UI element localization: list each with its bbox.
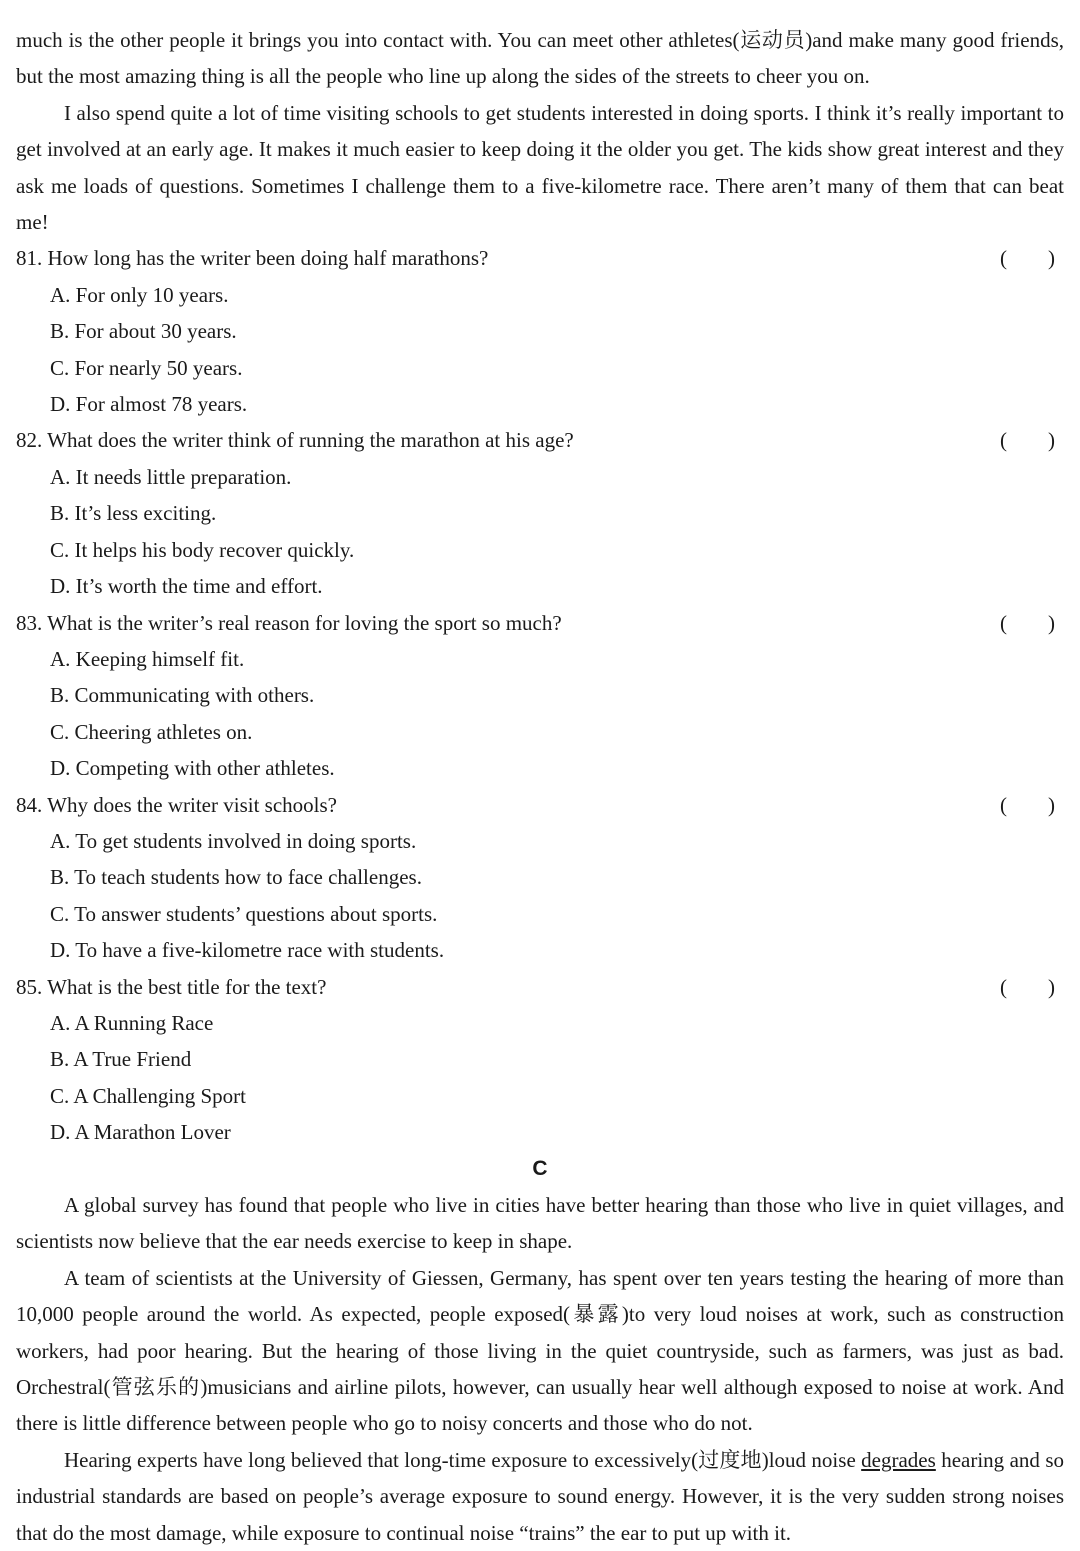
question-81 [16, 240, 1064, 422]
answer-blank[interactable] [1000, 969, 1056, 1005]
option-b[interactable]: B. Communicating with others. [50, 683, 315, 708]
paren-close: ) [1048, 246, 1056, 271]
option-c[interactable]: C. A Challenging Sport [50, 1083, 247, 1108]
question-stem: 81. How long has the writer been doing half marathons? [16, 246, 489, 271]
option-d[interactable]: D. Competing with other athletes. [50, 756, 335, 781]
answer-blank[interactable] [1000, 422, 1056, 458]
option-b[interactable]: B. For about 30 years. [50, 319, 237, 344]
option-a[interactable]: A. For only 10 years. [50, 282, 229, 307]
underlined-word-degrades: degrades [861, 1447, 936, 1472]
passage-c-paragraph-2: A team of scientists at the University of Giessen, Germany, has spent over ten years testing the hearing of more than 10,000 people around the world. As expected, people exposed(暴露)to very loud noises at work, such as construction workers, had poor hearing. But the hearing of those living in the quiet countryside, such as farmers, was just as bad. Orchestral(管弦乐的)musicians and airline pilots, however, can usually hear well although exposed to noise at work. And there is little difference between people who go to noisy concerts and those who do not. [16, 1265, 1064, 1436]
option-a[interactable]: A. Keeping himself fit. [50, 646, 245, 671]
question-82 [16, 422, 1064, 604]
option-d[interactable]: D. To have a five-kilometre race with students. [50, 938, 445, 963]
page-content [16, 22, 1064, 1551]
question-85 [16, 969, 1064, 1151]
paragraph-text-lead: Hearing experts have long believed that long-time exposure to excessively(过度地)loud noise [64, 1447, 856, 1472]
options [16, 1005, 1064, 1151]
paren-close: ) [1048, 974, 1056, 999]
paren-close: ) [1048, 428, 1056, 453]
option-b[interactable]: B. A True Friend [50, 1047, 192, 1072]
passage-b-paragraph-schools: I also spend quite a lot of time visiting schools to get students interested in doing sports. I think it’s really important to get involved at an early age. It makes it much easier to keep doing it the older you get. The kids show great interest and they ask me loads of questions. Sometimes I challenge them to a five-kilometre race. There aren’t many of them that can beat me! [16, 100, 1064, 235]
paren-open: ( [1000, 246, 1008, 271]
options [16, 641, 1064, 787]
question-stem: 83. What is the writer’s real reason for loving the sport so much? [16, 610, 562, 635]
option-d[interactable]: D. For almost 78 years. [50, 392, 248, 417]
paren-open: ( [1000, 610, 1008, 635]
question-stem: 82. What does the writer think of running the marathon at his age? [16, 428, 574, 453]
option-d[interactable]: D. It’s worth the time and effort. [50, 574, 323, 599]
options [16, 459, 1064, 605]
option-c[interactable]: C. It helps his body recover quickly. [50, 537, 355, 562]
passage-c-paragraph-3 [16, 1442, 1064, 1551]
option-a[interactable]: A. To get students involved in doing sports. [50, 828, 417, 853]
option-c[interactable]: C. To answer students’ questions about sports. [50, 901, 438, 926]
question-stem: 84. Why does the writer visit schools? [16, 792, 337, 817]
answer-blank[interactable] [1000, 605, 1056, 641]
option-b[interactable]: B. To teach students how to face challenges. [50, 865, 422, 890]
options [16, 823, 1064, 969]
option-a[interactable]: A. A Running Race [50, 1010, 214, 1035]
option-c[interactable]: C. For nearly 50 years. [50, 355, 243, 380]
paren-open: ( [1000, 792, 1008, 817]
paren-close: ) [1048, 792, 1056, 817]
paren-open: ( [1000, 974, 1008, 999]
question-stem: 85. What is the best title for the text? [16, 974, 327, 999]
paren-close: ) [1048, 610, 1056, 635]
question-84 [16, 787, 1064, 969]
section-c-title: C [532, 1156, 548, 1180]
option-b[interactable]: B. It’s less exciting. [50, 501, 217, 526]
option-a[interactable]: A. It needs little preparation. [50, 464, 292, 489]
option-d[interactable]: D. A Marathon Lover [50, 1120, 231, 1145]
passage-c-paragraph-1: A global survey has found that people who live in cities have better hearing than those who live in quiet villages, and scientists now believe that the ear needs exercise to keep in shape. [16, 1193, 1064, 1254]
passage-b-paragraph-end: much is the other people it brings you into contact with. You can meet other athletes(运动员)and make many good friends, but the most amazing thing is all the people who line up along the sides of the streets to cheer you on. [16, 28, 1064, 89]
answer-blank[interactable] [1000, 240, 1056, 276]
options [16, 277, 1064, 423]
option-c[interactable]: C. Cheering athletes on. [50, 719, 253, 744]
paren-open: ( [1000, 428, 1008, 453]
paragraph-text-rest: hearing and so industrial standards are based on people’s average exposure to sound energy. However, it is the very sudden strong noises that do the most damage, while exposure to continual noise “trains” the ear to put up with it. [16, 1447, 1064, 1545]
answer-blank[interactable] [1000, 787, 1056, 823]
question-83 [16, 605, 1064, 787]
